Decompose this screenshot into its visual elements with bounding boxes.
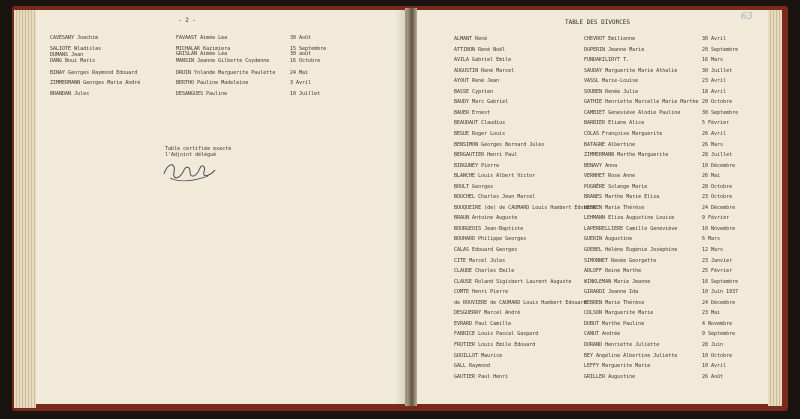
divorce-date: 26 Avril (702, 130, 727, 137)
divorce-date: 28 Juin (702, 341, 724, 348)
divorce-date: 6 Mars (702, 236, 721, 243)
wife-name: DUBUT Marthe Pauline (584, 320, 645, 327)
page-number: - 2 - (178, 17, 197, 24)
list-item: ZIMMERMANN Georges Marie André (50, 80, 141, 86)
list-item: 30 Août (290, 35, 312, 41)
list-item: SALIOTE Wladislas (50, 46, 102, 52)
wife-name: ADLOFF Reine Marthe (584, 268, 642, 275)
divorce-date: 10 Juin 1937 (702, 289, 739, 296)
list-item: DUMANS Jean (50, 52, 84, 58)
page-fold-shadow (395, 10, 407, 404)
certification-line: l'Adjoint délégué (165, 152, 217, 158)
husband-name: BOUCHEL Charles Jean Marcel (454, 194, 536, 201)
husband-name: BERGAUTIER Henri Paul (454, 152, 518, 159)
divorce-date: 23 Avril (702, 78, 727, 85)
husband-name: BEAUDAUT Claudius (454, 120, 506, 127)
list-item: 24 Mai (290, 70, 309, 76)
husband-name: GAUTIER Paul Henri (454, 373, 509, 380)
divorce-date: 24 Décembre (702, 204, 736, 211)
divorce-date: 20 Septembre (702, 46, 739, 53)
husband-name: FRUTIER Louis Emile Edouard (454, 341, 536, 348)
wife-name: PUGNÈRE Solange Marie (584, 183, 648, 190)
divorce-date: 12 Mars (702, 247, 724, 253)
husband-name: BOURGEOIS Jean-Baptiste (454, 225, 524, 232)
left-page-edges (14, 10, 36, 408)
wife-name: CAMBIET Geneviève Alodie Pauline (584, 109, 681, 116)
divorce-date: 18 Avril (702, 88, 727, 95)
wife-name: BATAGNE Albertine (584, 141, 636, 148)
husband-name: CLAUDE Charles Emile (454, 268, 515, 275)
divorce-date: 24 Décembre (702, 299, 736, 306)
divorce-date: 23 Janvier (702, 257, 733, 264)
husband-name: CLAUSE Roland Sigisbert Laurent Auguste (454, 278, 572, 285)
divorce-date: 26 Mars (702, 141, 724, 148)
list-item: DANG Boui Maris (50, 58, 96, 64)
divorce-date: 25 Février (702, 268, 733, 275)
list-item: 10 Juillet (290, 91, 321, 97)
divorce-date: 20 Octobre (702, 99, 733, 106)
wife-name: BEY Angéline Albertine Juliette (584, 352, 678, 359)
list-item: 3 Avril (290, 80, 312, 86)
wife-name: HEBREN Marie Thérèse (584, 299, 645, 306)
wife-name: FUNDAKILIRYT T. (584, 57, 630, 64)
husband-name: BOUQUEIRE (de) de CAUMARD Louis Humbert Edouard (454, 204, 596, 211)
husband-name: GOUILLOT Maurice (454, 352, 503, 359)
divorce-date: 16 Septembre (702, 278, 739, 285)
wife-name: ZIMMERMANN Marthe Marguerite (584, 152, 669, 159)
husband-name: de ROUVIERE de CAUMARD Louis Humbert Edouard (454, 299, 587, 306)
husband-name: AVILA Gabriel Emile (454, 57, 512, 64)
divorce-date: 10 Avril (702, 363, 727, 370)
folio-mark: 63 (741, 12, 753, 22)
wife-name: GATHIE Henriette Marcelle Marie Marthe (584, 99, 699, 106)
list-item: BRANDAN Jules (50, 91, 90, 97)
husband-name: ALMANT René (454, 36, 488, 42)
husband-name: AUGUSTIN René Marcel (454, 67, 515, 74)
divorce-date: 30 Avril (702, 36, 727, 42)
register-heading: TABLE DES DIVORCES (565, 19, 631, 26)
husband-name: BENSIMON Georges Bernard Jules (454, 141, 545, 148)
certification-line: Table certifiée exacte (165, 146, 232, 152)
wife-name: COLAS Françoise Marguerite (584, 130, 663, 137)
wife-name: LAPERRELLIERE Camille Geneviève (584, 225, 678, 232)
divorce-date: 5 Février (702, 120, 730, 127)
wife-name: BRANES Marthe Marie Elisa (584, 194, 660, 201)
right-page-edges (768, 10, 782, 406)
husband-name: BAUER Ernest (454, 109, 491, 116)
husband-name: BEGUE Roger Louis (454, 130, 506, 137)
husband-name: BRAUN Antoine Auguste (454, 215, 518, 222)
list-item: DESANGUES Pauline (176, 91, 228, 97)
list-item: BERTHO Pauline Madeleine (176, 80, 249, 86)
divorce-date: 16 Mars (702, 57, 724, 64)
husband-name: BLANCHE Louis Albert Victor (454, 173, 536, 180)
husband-name: ATTIBON René Noël (454, 46, 506, 53)
divorce-date: 23 Mai (702, 310, 721, 317)
husband-name: BASSE Cyprien (454, 88, 494, 95)
divorce-date: 30 Juillet (702, 67, 733, 74)
divorce-date: 10 Novembre (702, 225, 736, 232)
husband-name: GALL Raymond (454, 363, 491, 370)
list-item: BINAY Georges Raymond Edouard (50, 70, 138, 76)
divorce-date: 23 Octobre (702, 194, 733, 201)
husband-name: FABRICE Louis Pascal Gaspard (454, 331, 539, 338)
list-item: MICHALAK Kazimiera (176, 46, 231, 52)
list-item: MANSIN Jeanne Gilberte Coydenne (176, 58, 270, 64)
list-item: FAVAAST Aimée Lea (176, 35, 228, 41)
divorce-date: 28 Juillet (702, 152, 733, 159)
divorce-date: 9 Février (702, 215, 730, 222)
divorce-date: 28 Octobre (702, 183, 733, 190)
divorce-date: 4 Novembre (702, 320, 733, 327)
wife-name: BARBIER Eliane Alice (584, 120, 645, 127)
divorce-date: 9 Septembre (702, 331, 736, 338)
wife-name: SOUBEN Renée Julie (584, 88, 639, 95)
wife-name: COLSON Marguerite Marie (584, 310, 654, 317)
wife-name: BENAVY Anna (584, 162, 618, 169)
husband-name: EVRARD Paul Camille (454, 320, 512, 327)
list-item: DRUIN Yolande Marguerite Paulette (176, 70, 276, 76)
divorce-date: 10 Décembre (702, 162, 736, 169)
wife-name: DURAND Henriette Juliette (584, 341, 660, 348)
wife-name: VASSL Marie-Louise (584, 78, 639, 85)
wife-name: LEHMANN Eliza Augustine Louise (584, 215, 675, 222)
wife-name: CHEVROT Emilienne (584, 36, 636, 42)
wife-name: CANUT Andrée (584, 331, 621, 338)
husband-name: CALAS Edouard Georges (454, 247, 518, 253)
handwritten-signature (160, 156, 220, 186)
wife-name: VERNHET Rose Anne (584, 173, 636, 180)
list-item: CAVESANY Joachim (50, 35, 99, 41)
list-item: GRISLAN Aimée Léa (176, 51, 228, 57)
wife-name: SIMONNET Renée Georgette (584, 257, 657, 264)
wife-name: WINKLEMAN Marie Jeanne (584, 278, 651, 285)
divorce-date: 26 Mai (702, 173, 721, 180)
husband-name: BIRGUNEY Pierre (454, 162, 500, 169)
list-item: 16 Octobre (290, 58, 321, 64)
wife-name: GOEBEL Hélène Eugénie Joséphine (584, 247, 678, 253)
wife-name: DUPERIN Jeanne Marie (584, 46, 645, 53)
husband-name: COMTE Henri Pierre (454, 289, 509, 296)
husband-name: AYOUT René Jean (454, 78, 500, 85)
husband-name: CITE Marcel Jules (454, 257, 506, 264)
divorce-date: 26 Août (702, 373, 724, 380)
list-item: 30 août (290, 51, 312, 57)
wife-name: SAUDAY Marguerite Marie Athalie (584, 67, 678, 74)
divorce-date: 30 Septembre (702, 109, 739, 116)
husband-name: BOULT Georges (454, 183, 494, 190)
wife-name: GUERIN Augustine (584, 236, 633, 243)
wife-name: GRILLER Augustine (584, 373, 636, 380)
wife-name: HEBREN Marie Thérèse (584, 204, 645, 211)
husband-name: BOUHARD Philippe Georges (454, 236, 527, 243)
husband-name: DESGUERRY Marcel André (454, 310, 521, 317)
list-item: 15 Septembre (290, 46, 327, 52)
divorce-date: 10 Octobre (702, 352, 733, 359)
wife-name: GIRARDI Jeanne Ida (584, 289, 639, 296)
husband-name: BAUDY Marc Gabriel (454, 99, 509, 106)
wife-name: LEFFY Marguerite Marie (584, 363, 651, 370)
